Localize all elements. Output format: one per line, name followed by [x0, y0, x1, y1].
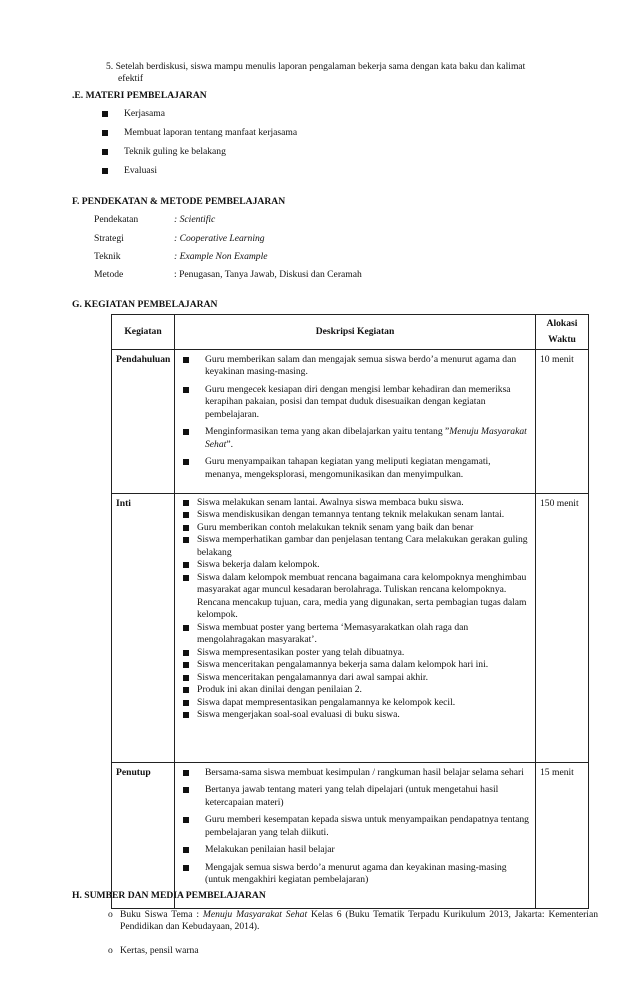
- table-row: [112, 350, 589, 494]
- list-item: Siswa dapat mempresentasikan pengalamannya ke kelompok kecil.: [181, 697, 529, 709]
- duration-pendahuluan: 10 menit: [536, 350, 589, 494]
- square-bullet-icon: [183, 687, 189, 693]
- circle-bullet-icon: o: [108, 909, 113, 920]
- list-item: Siswa mendiskusikan dengan temannya tentang teknik melakukan senam lantai.: [181, 509, 529, 521]
- list-item: Siswa memperhatikan gambar dan penjelasan tentang Cara melakukan gerakan guling belakang: [181, 534, 529, 559]
- objective-5: [106, 61, 596, 86]
- phase-inti: Inti: [112, 494, 175, 763]
- square-bullet-icon: [183, 675, 189, 681]
- list-item: Siswa membuat poster yang bertema ‘Memasyarakatkan olah raga dan mengolahragakan masyarakat’.: [181, 622, 529, 647]
- square-bullet-icon: [102, 149, 108, 155]
- square-bullet-icon: [102, 168, 108, 174]
- list-item: Produk ini akan dinilai dengan penilaian 2.: [181, 684, 529, 696]
- list-item: Siswa melakukan senam lantai. Awalnya siswa membaca buku siswa.: [181, 497, 529, 509]
- objective-5-line2: efektif: [118, 73, 144, 85]
- circle-bullet-icon: o: [108, 945, 113, 956]
- penutup-description: [175, 763, 536, 909]
- metode-label: Metode: [94, 269, 124, 280]
- square-bullet-icon: [183, 770, 189, 776]
- list-item: Siswa dalam kelompok membuat rencana bagaimana cara kelompoknya menghimbau masyarakat agar muncul kesadaran berolahraga. Tuliskan rencana kelompoknya. Rencana mencakup tujuan, cara, media yang digunakan, serta pembagian tugas dalam kelompok.: [181, 572, 529, 622]
- square-bullet-icon: [183, 537, 189, 543]
- list-item: Guru menyampaikan tahapan kegiatan yang meliputi kegiatan mengamati, menanya, mengeksplorasi, mengomunikasikan dan menyimpulkan.: [181, 456, 529, 481]
- square-bullet-icon: [183, 787, 189, 793]
- duration-penutup: 15 menit: [536, 763, 589, 909]
- kegiatan-table: [111, 314, 589, 909]
- pendekatan-value: : Scientific: [174, 214, 216, 225]
- materi-heading: .E. MATERI PEMBELAJARAN: [72, 90, 207, 101]
- square-bullet-icon: [183, 817, 189, 823]
- square-bullet-icon: [183, 575, 189, 581]
- pendahuluan-description: [175, 350, 536, 494]
- square-bullet-icon: [183, 625, 189, 631]
- square-bullet-icon: [183, 357, 189, 363]
- square-bullet-icon: [183, 865, 189, 871]
- square-bullet-icon: [102, 130, 108, 136]
- square-bullet-icon: [183, 662, 189, 668]
- square-bullet-icon: [183, 429, 189, 435]
- strategi-label: Strategi: [94, 233, 124, 244]
- phase-pendahuluan: Pendahuluan: [112, 350, 175, 494]
- list-item: Siswa menceritakan pengalamannya bekerja sama dalam kelompok hari ini.: [181, 659, 529, 671]
- list-item: Melakukan penilaian hasil belajar: [181, 844, 529, 856]
- list-item: Siswa menceritakan pengalamannya dari awal sampai akhir.: [181, 672, 529, 684]
- square-bullet-icon: [102, 111, 108, 117]
- list-item: Guru memberi kesempatan kepada siswa untuk menyampaikan pendapatnya tentang pembelajaran yang telah diikuti.: [181, 814, 529, 839]
- list-item: Siswa mengerjakan soal-soal evaluasi di buku siswa.: [181, 709, 529, 721]
- teknik-value: : Example Non Example: [174, 251, 268, 262]
- square-bullet-icon: [183, 700, 189, 706]
- square-bullet-icon: [183, 459, 189, 465]
- square-bullet-icon: [183, 387, 189, 393]
- square-bullet-icon: [183, 650, 189, 656]
- list-item: Siswa mempresentasikan poster yang telah dibuatnya.: [181, 647, 529, 659]
- strategi-value: : Cooperative Learning: [174, 233, 265, 244]
- list-item: Siswa bekerja dalam kelompok.: [181, 559, 529, 571]
- header-deskripsi: Deskripsi Kegiatan: [175, 315, 536, 350]
- list-item: Bertanya jawab tentang materi yang telah dipelajari (untuk mengetahui hasil ketercapaian materi): [181, 784, 529, 809]
- square-bullet-icon: [183, 847, 189, 853]
- sumber-heading: H. SUMBER DAN MEDIA PEMBELAJARAN: [72, 890, 266, 901]
- objective-5-line1: 5. Setelah berdiskusi, siswa mampu menulis laporan pengalaman bekerja sama dengan kata baku dan kalimat: [106, 61, 526, 72]
- teknik-label: Teknik: [94, 251, 121, 262]
- list-item: Guru memberikan salam dan mengajak semua siswa berdo’a menurut agama dan keyakinan masing-masing.: [181, 354, 529, 379]
- table-row: [112, 494, 589, 763]
- duration-inti: 150 menit: [536, 494, 589, 763]
- list-item: Menginformasikan tema yang akan dibelajarkan yaitu tentang ”Menuju Masyarakat Sehat”.: [181, 426, 529, 451]
- inti-description: [175, 494, 536, 763]
- square-bullet-icon: [183, 562, 189, 568]
- list-item: Guru mengecek kesiapan diri dengan mengisi lembar kehadiran dan memeriksa kerapihan pakaian, posisi dan tempat duduk disesuaikan dengan kegiatan pembelajaran.: [181, 384, 529, 421]
- phase-penutup: Penutup: [112, 763, 175, 909]
- table-header-row: [112, 315, 589, 350]
- list-item: Bersama-sama siswa membuat kesimpulan / rangkuman hasil belajar selama sehari: [181, 767, 529, 779]
- square-bullet-icon: [183, 500, 189, 506]
- square-bullet-icon: [183, 525, 189, 531]
- metode-value: : Penugasan, Tanya Jawab, Diskusi dan Ceramah: [174, 269, 362, 280]
- list-item: Mengajak semua siswa berdo’a menurut agama dan keyakinan masing-masing (untuk mengakhiri kegiatan pembelajaran): [181, 862, 529, 887]
- pendekatan-label: Pendekatan: [94, 214, 139, 225]
- square-bullet-icon: [183, 712, 189, 718]
- square-bullet-icon: [183, 512, 189, 518]
- table-row: [112, 763, 589, 909]
- pendekatan-heading: F. PENDEKATAN & METODE PEMBELAJARAN: [72, 196, 286, 207]
- header-alokasi: Alokasi Waktu: [536, 315, 589, 350]
- kegiatan-heading: G. KEGIATAN PEMBELAJARAN: [72, 299, 218, 310]
- header-kegiatan: Kegiatan: [112, 315, 175, 350]
- list-item: Guru memberikan contoh melakukan teknik senam yang baik dan benar: [181, 522, 529, 534]
